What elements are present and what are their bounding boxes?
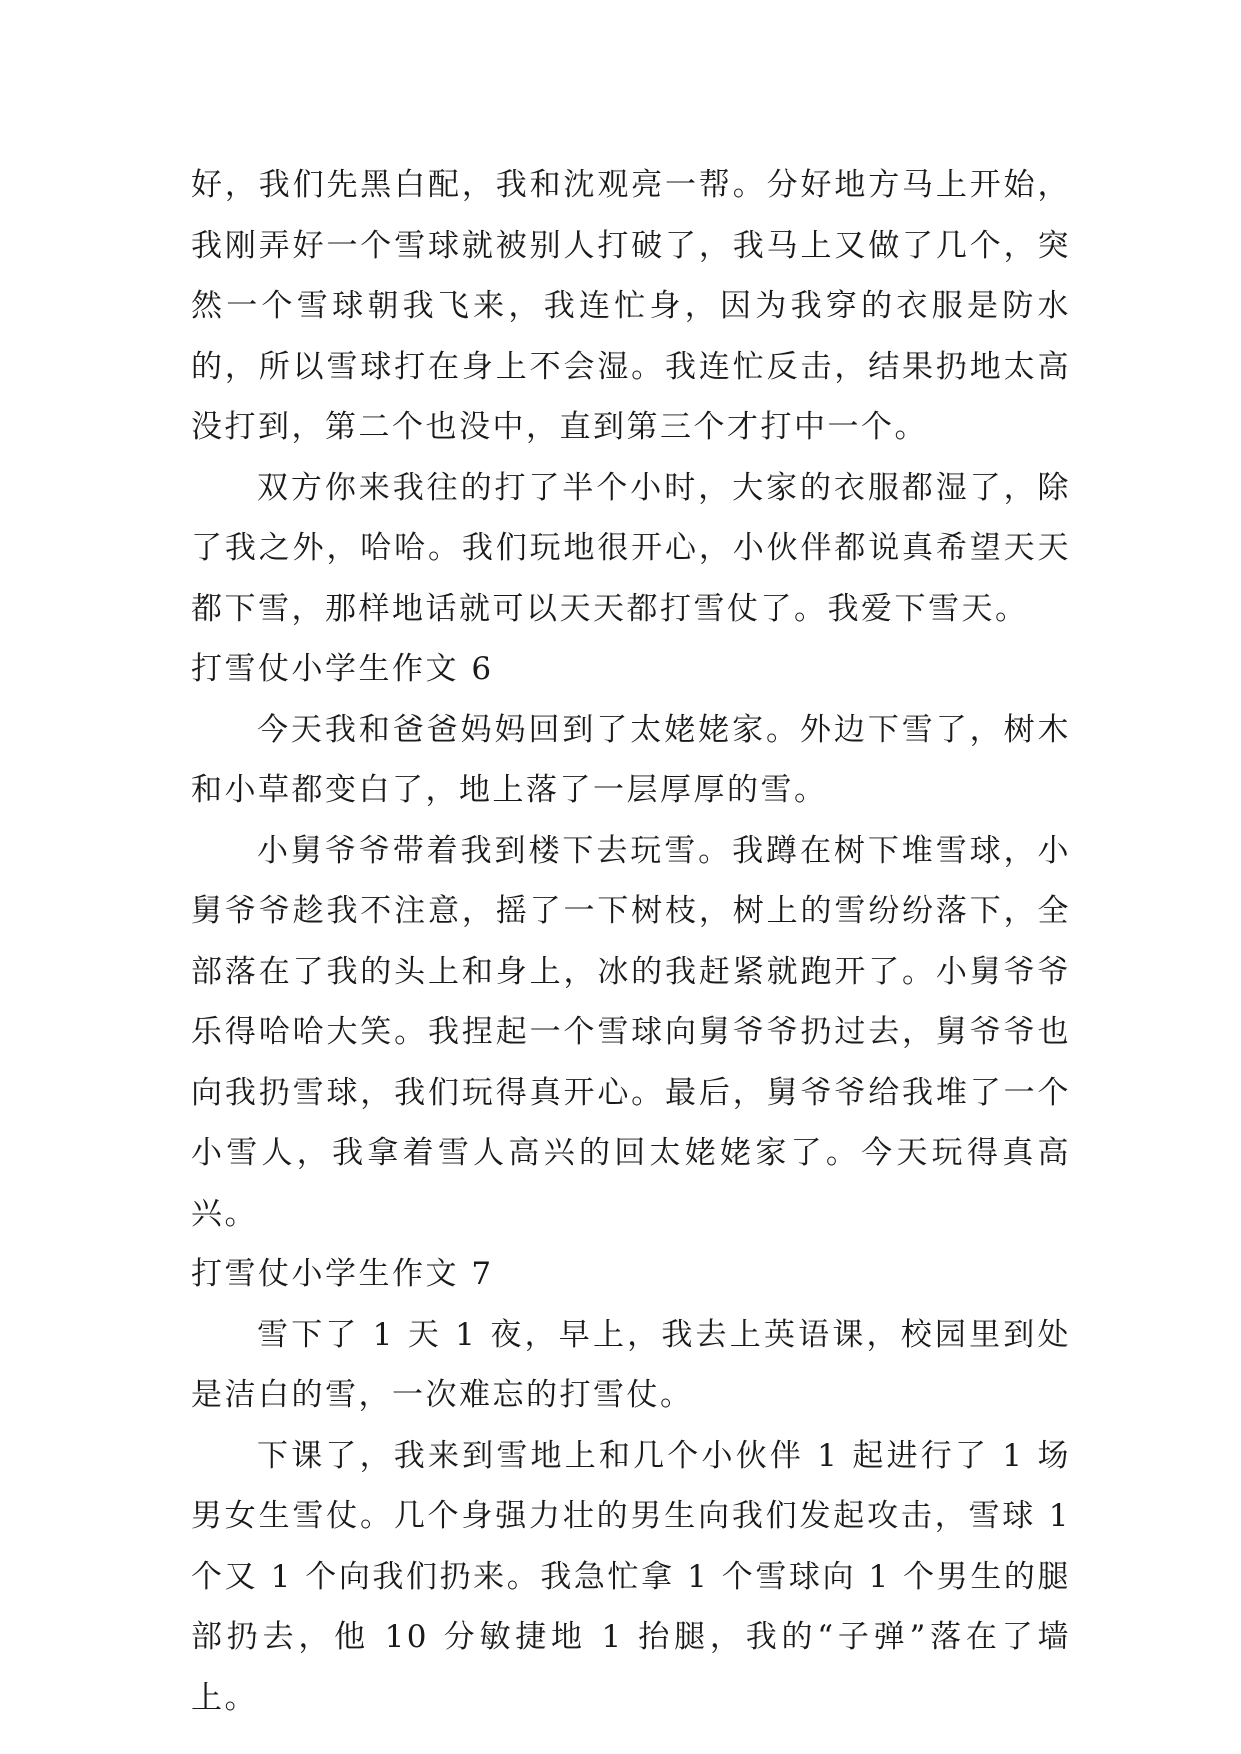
paragraph-snow-day: 雪下了 1 天 1 夜，早上，我去上英语课，校园里到处是洁白的雪，一次难忘的打雪仗。: [191, 1316, 1071, 1413]
paragraph-half-hour-battle: 双方你来我往的打了半个小时，大家的衣服都湿了，除了我之外，哈哈。我们玩地很开心，小伙伴都说真希望天天都下雪，那样地话就可以天天都打雪仗了。我爱下雪天。: [191, 469, 1071, 627]
paragraph-uncle-snow: 小舅爷爷带着我到楼下去玩雪。我蹲在树下堆雪球，小舅爷爷趁我不注意，摇了一下树枝，树上的雪纷纷落下，全部落在了我的头上和身上，冰的我赶紧就跑开了。小舅爷爷乐得哈哈大笑。我捏起一个雪球向舅爷爷扔过去，舅爷爷也向我扔雪球，我们玩得真开心。最后，舅爷爷给我堆了一个小雪人，我拿着雪人高兴的回太姥姥家了。今天玩得真高兴。: [191, 832, 1071, 1232]
document-page: [191, 155, 1071, 1728]
paragraph-snowball-fight-start: 好，我们先黑白配，我和沈观亮一帮。分好地方马上开始，我刚弄好一个雪球就被别人打破了，我马上又做了几个，突然一个雪球朝我飞来，我连忙身，因为我穿的衣服是防水的，所以雪球打在身上不会湿。我连忙反击，结果扔地太高没打到，第二个也没中，直到第三个才打中一个。: [191, 167, 1071, 445]
paragraph-after-class: 下课了，我来到雪地上和几个小伙伴 1 起进行了 1 场男女生雪仗。几个身强力壮的男生向我们发起攻击，雪球 1 个又 1 个向我们扔来。我急忙拿 1 个雪球向 1 个男生的腿部扔去，他 10 分敏捷地 1 抬腿，我的“子弹”落在了墙上。: [191, 1437, 1071, 1716]
essay-heading-7: 打雪仗小学生作文 7: [191, 1256, 494, 1292]
essay-heading-6: 打雪仗小学生作文 6: [191, 651, 494, 687]
paragraph-grandma-house: 今天我和爸爸妈妈回到了太姥姥家。外边下雪了，树木和小草都变白了，地上落了一层厚厚的雪。: [191, 711, 1071, 808]
